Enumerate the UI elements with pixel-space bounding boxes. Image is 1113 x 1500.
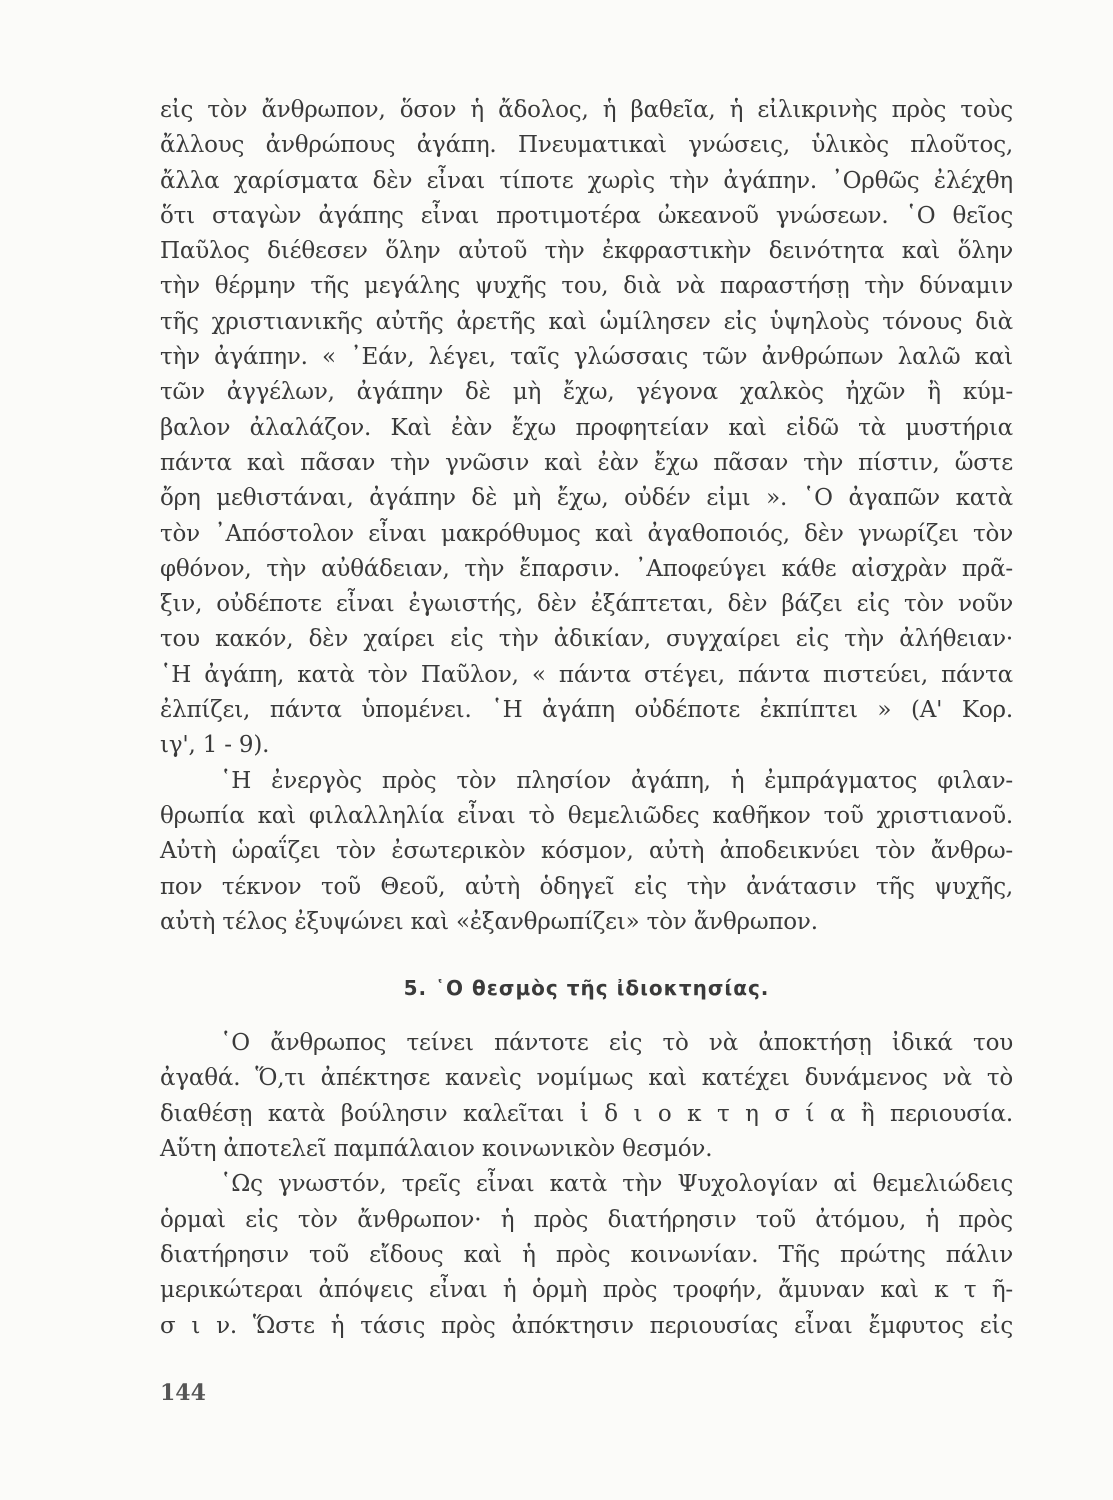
text-line: ξιν, οὐδέποτε εἶναι ἐγωιστής, δὲν ἐξάπτεται, δὲν βάζει εἰς τὸν νοῦν	[160, 591, 1013, 618]
text-line: εἰς τὸν ἄνθρωπον, ὅσον ἡ ἄδολος, ἡ βαθεῖα, ἡ εἰλικρινὴς πρὸς τοὺς	[160, 97, 1013, 123]
text-line: ῾Ως γνωστόν, τρεῖς εἶναι κατὰ τὴν Ψυχολογίαν αἱ θεμελιώδεις	[220, 1171, 1013, 1198]
text-line: ὁρμαὶ εἰς τὸν ἄνθρωπον· ἡ πρὸς διατήρησιν τοῦ ἀτόμου, ἡ πρὸς	[160, 1206, 1013, 1233]
text-line: Παῦλος διέθεσεν ὅλην αὐτοῦ τὴν ἐκφραστικὴν δεινότητα καὶ ὅλην	[160, 238, 1013, 265]
text-line: ὅτι σταγὼν ἀγάπης εἶναι προτιμοτέρα ὠκεανοῦ γνώσεων. ῾Ο θεῖος	[160, 202, 1013, 229]
text-line: διαθέσῃ κατὰ βούλησιν καλεῖται ἰ δ ι ο κ τ η σ ί α ἢ περιουσία.	[160, 1100, 1013, 1127]
text-line: αὐτὴ τέλος ἐξυψώνει καὶ «ἐξανθρωπίζει» τὸν ἄνθρωπον.	[160, 908, 818, 935]
page-number: 144	[160, 1380, 206, 1406]
text-line: ἄλλα χαρίσματα δὲν εἶναι τίποτε χωρὶς τὴν ἀγάπην. ᾿Ορθῶς ἐλέχθη	[160, 167, 1013, 194]
text-line: διατήρησιν τοῦ εἴδους καὶ ἡ πρὸς κοινωνίαν. Τῆς πρώτης πάλιν	[160, 1241, 1013, 1268]
text-line: τὴν ἀγάπην. « ᾿Εάν, λέγει, ταῖς γλώσσαις τῶν ἀνθρώπων λαλῶ καὶ	[160, 344, 1013, 371]
section-heading: 5. ῾Ο θεσμὸς τῆς ἰδιοκτησίας.	[403, 976, 770, 1001]
text-line: τῆς χριστιανικῆς αὐτῆς ἀρετῆς καὶ ὡμίλησεν εἰς ὑψηλοὺς τόνους διὰ	[160, 308, 1013, 335]
text-line: ἀγαθά. Ὅ,τι ἀπέκτησε κανεὶς νομίμως καὶ κατέχει δυνάμενος νὰ τὸ	[160, 1065, 1013, 1092]
text-line: ἄλλους ἀνθρώπους ἀγάπη. Πνευματικαὶ γνώσεις, ὑλικὸς πλοῦτος,	[160, 132, 1013, 159]
text-line: μερικώτεραι ἀπόψεις εἶναι ἡ ὁρμὴ πρὸς τροφήν, ἄμυναν καὶ κ τ ῆ-	[160, 1277, 1013, 1304]
text-line: ῾Ο ἄνθρωπος τείνει πάντοτε εἰς τὸ νὰ ἀποκτήσῃ ἰδικά του	[220, 1030, 1013, 1057]
body-text	[160, 93, 1013, 1344]
text-line: θρωπία καὶ φιλαλληλία εἶναι τὸ θεμελιῶδες καθῆκον τοῦ χριστιανοῦ.	[160, 802, 1013, 829]
text-line: ἐλπίζει, πάντα ὑπομένει. ῾Η ἀγάπη οὐδέποτε ἐκπίπτει » (Α' Κορ.	[160, 697, 1013, 724]
text-line: τὴν θέρμην τῆς μεγάλης ψυχῆς του, διὰ νὰ παραστήσῃ τὴν δύναμιν	[160, 273, 1013, 300]
text-line: ῾Η ἐνεργὸς πρὸς τὸν πλησίον ἀγάπη, ἡ ἐμπράγματος φιλαν-	[220, 767, 1013, 794]
text-line: ὄρη μεθιστάναι, ἀγάπην δὲ μὴ ἔχω, οὐδέν εἰμι ». ῾Ο ἀγαπῶν κατὰ	[160, 485, 1013, 512]
text-line: πάντα καὶ πᾶσαν τὴν γνῶσιν καὶ ἐὰν ἔχω πᾶσαν τὴν πίστιν, ὥστε	[160, 449, 1013, 476]
text-line: ῾Η ἀγάπη, κατὰ τὸν Παῦλον, « πάντα στέγει, πάντα πιστεύει, πάντα	[160, 661, 1013, 688]
text-line: τῶν ἀγγέλων, ἀγάπην δὲ μὴ ἔχω, γέγονα χαλκὸς ἠχῶν ἢ κύμ-	[160, 379, 1013, 406]
text-line: πον τέκνον τοῦ Θεοῦ, αὐτὴ ὁδηγεῖ εἰς τὴν ἀνάτασιν τῆς ψυχῆς,	[160, 873, 1013, 900]
text-line: του κακόν, δὲν χαίρει εἰς τὴν ἀδικίαν, συγχαίρει εἰς τὴν ἀλήθειαν·	[160, 626, 1013, 653]
text-line: ιγ', 1 - 9).	[160, 732, 270, 759]
text-line: Αὕτη ἀποτελεῖ παμπάλαιον κοινωνικὸν θεσμόν.	[160, 1136, 713, 1163]
text-line: βαλον ἀλαλάζον. Καὶ ἐὰν ἔχω προφητείαν καὶ εἰδῶ τὰ μυστήρια	[160, 414, 1013, 441]
text-line: σ ι ν. Ὥστε ἡ τάσις πρὸς ἀπόκτησιν περιουσίας εἶναι ἔμφυτος εἰς	[160, 1312, 1013, 1339]
text-line: Αὐτὴ ὡραΐζει τὸν ἐσωτερικὸν κόσμον, αὐτὴ ἀποδεικνύει τὸν ἄνθρω-	[160, 838, 1013, 865]
text-line: φθόνον, τὴν αὐθάδειαν, τὴν ἔπαρσιν. ᾿Αποφεύγει κάθε αἰσχρὰν πρᾶ-	[160, 555, 1013, 582]
text-line: τὸν ᾿Απόστολον εἶναι μακρόθυμος καὶ ἀγαθοποιός, δὲν γνωρίζει τὸν	[160, 520, 1013, 547]
